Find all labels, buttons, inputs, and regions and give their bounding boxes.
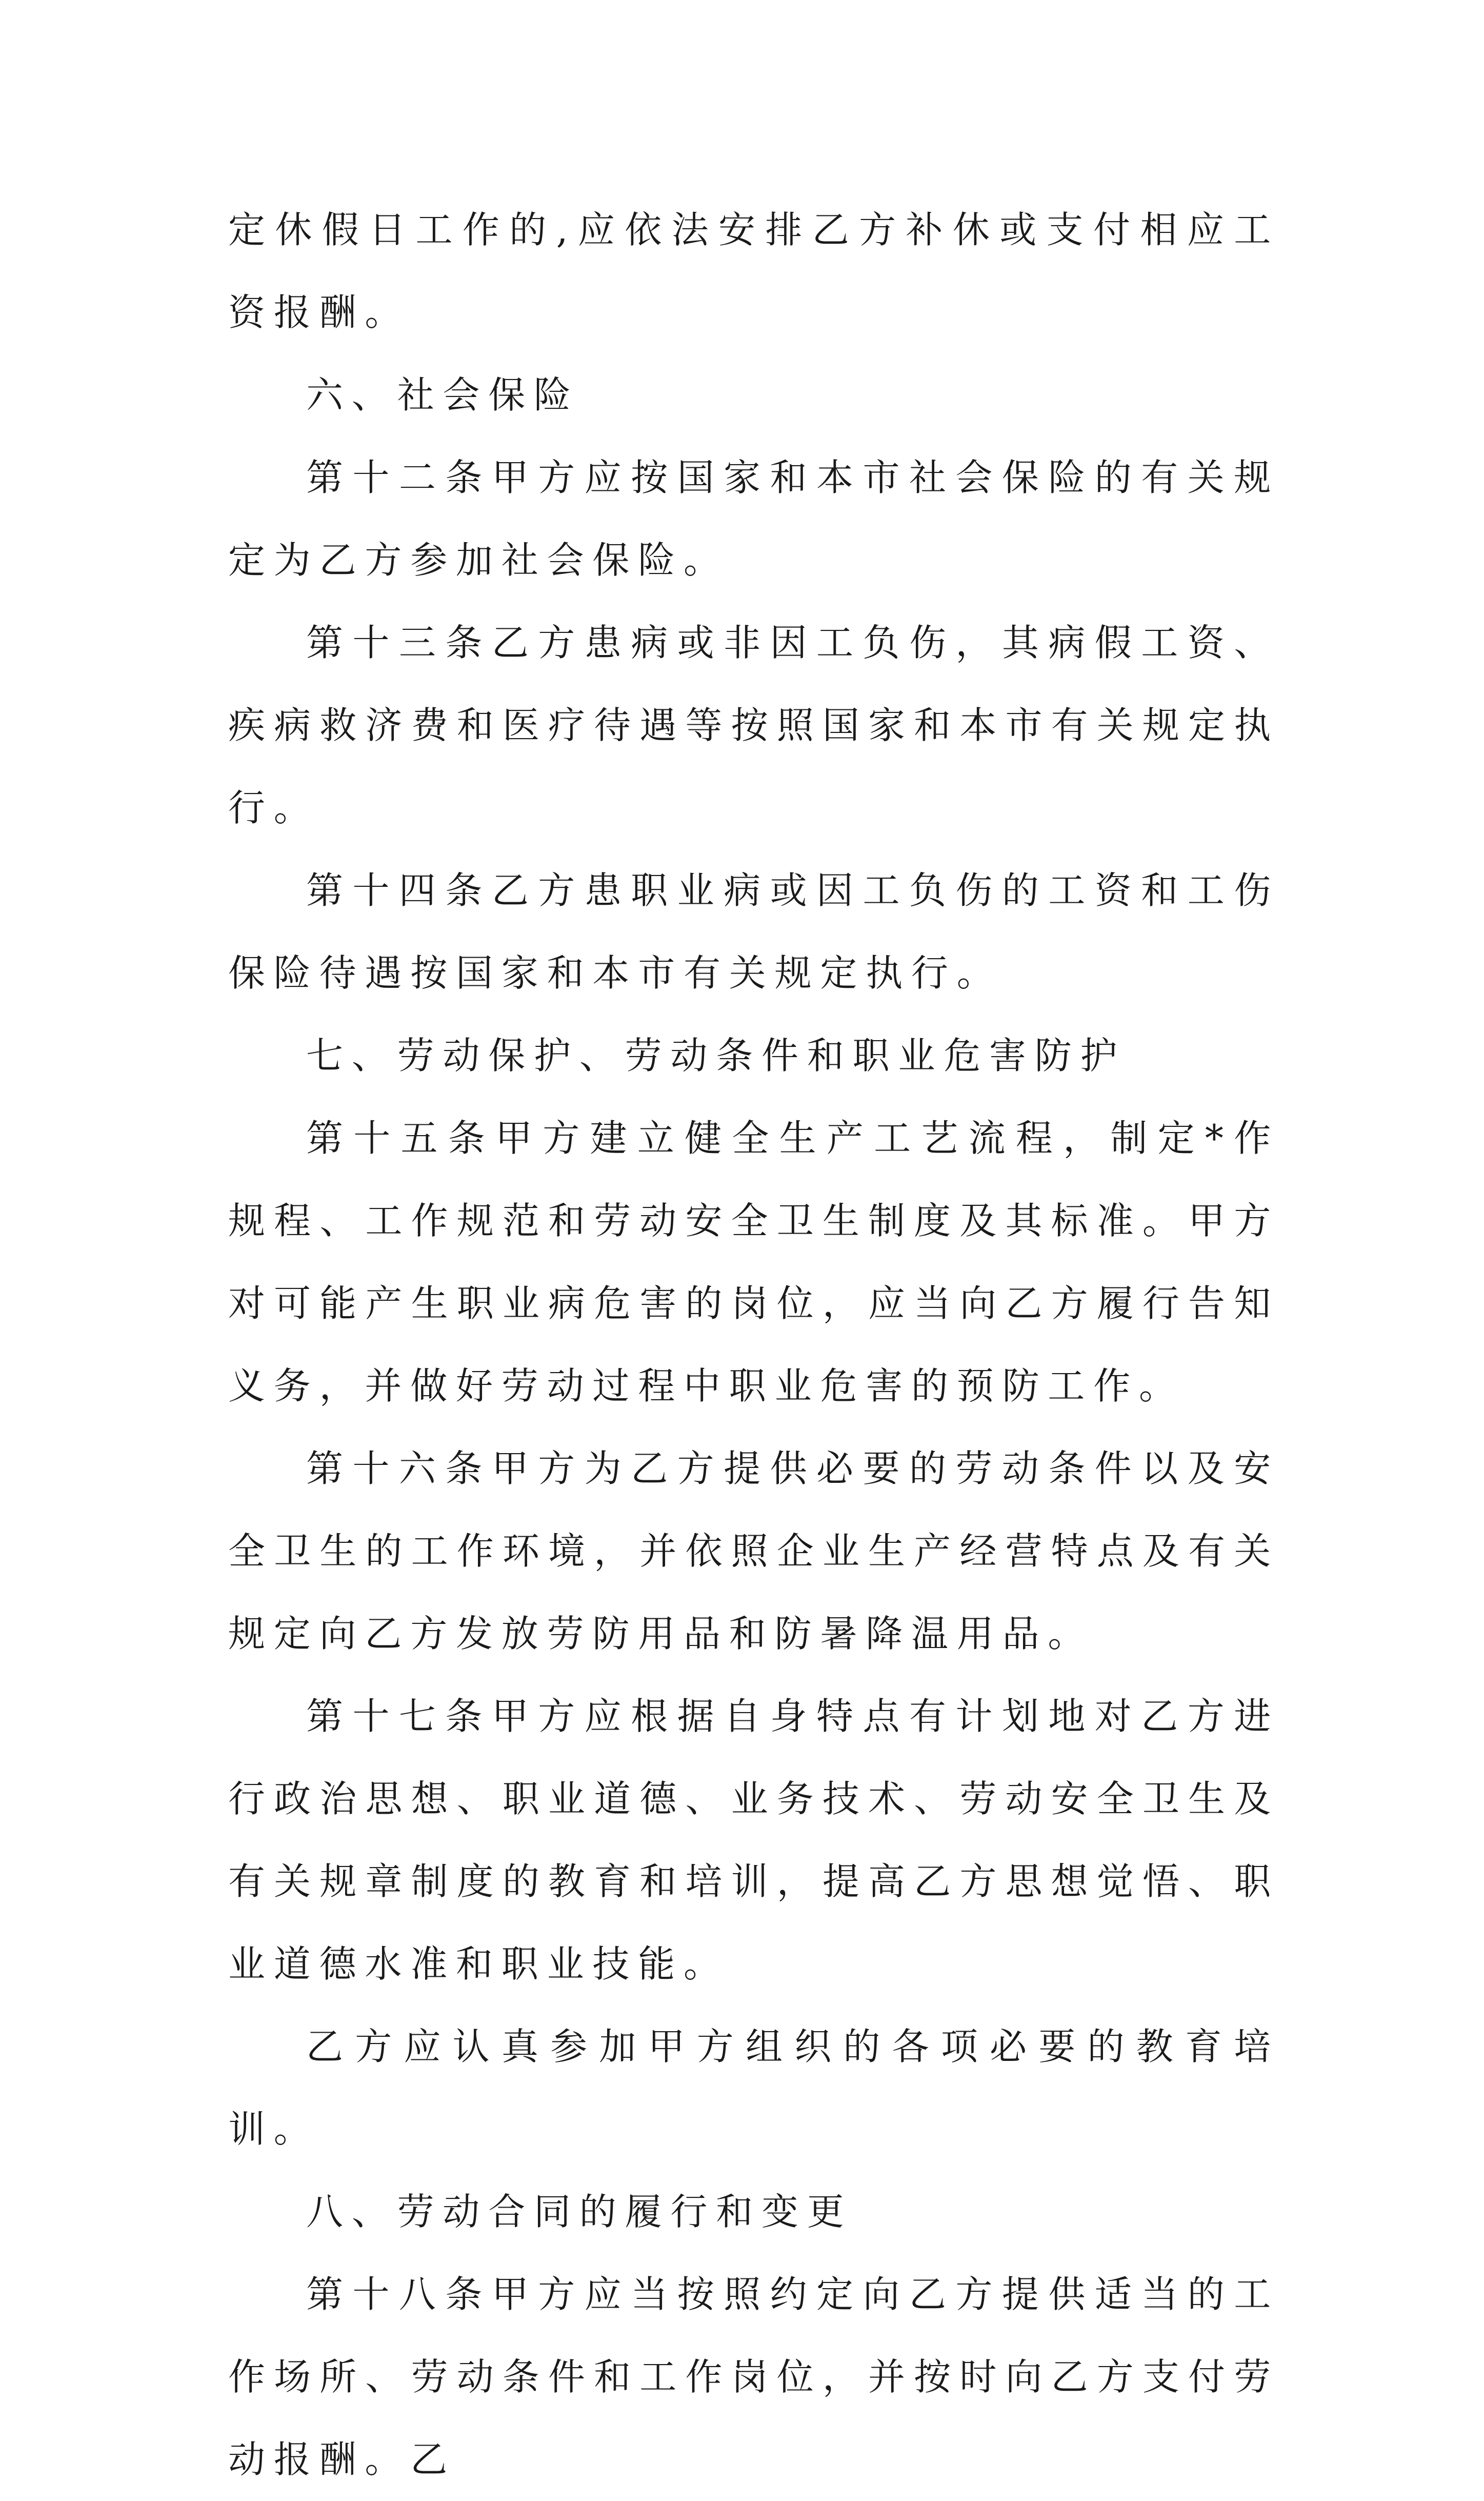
paragraph-continued-holiday: 定休假日工作的,应依法安排乙方补休或支付相应工资报酬。: [228, 208, 1279, 334]
article-17: 第十七条甲方应根据自身特点有计划地对乙方进行政治思想、职业道德、业务技术、劳动安全卫生及有关规章制度的教育和培训，提高乙方思想觉悟、职业道德水准和职业技能。: [228, 1695, 1279, 1986]
article-14: 第十四条乙方患职业病或因工负伤的工资和工伤保险待遇按国家和本市有关规定执行。: [228, 869, 1279, 995]
article-16: 第十六条甲方为乙方提供必要的劳动条件以及安全卫生的工作环境，并依照企业生产经营特点及有关规定向乙方发放劳防用品和防暑降温用品。: [228, 1447, 1279, 1655]
article-15: 第十五条甲方建立健全生产工艺流程，制定*作规程、工作规范和劳动安全卫生制度及其标准。甲方对可能产生职业病危害的岗位，应当向乙方履行告知义务，并做好劳动过程中职业危害的预防工作。: [228, 1117, 1279, 1407]
article-18: 第十八条甲方应当按照约定向乙方提供适当的工作场所、劳动条件和工作岗位，并按时向乙方支付劳动报酬。乙: [228, 2273, 1279, 2481]
document-page: [228, 189, 1279, 2501]
heading-contract-performance: 八、劳动合同的履行和变更: [306, 2190, 853, 2233]
heading-social-insurance: 六、社会保险: [306, 373, 579, 416]
article-12: 第十二条甲方应按国家和本市社会保险的有关规定为乙方参加社会保险。: [228, 456, 1279, 582]
heading-labor-protection: 七、劳动保护、劳动条件和职业危害防护: [306, 1034, 1126, 1077]
article-17-training: 乙方应认真参加甲方组织的各项必要的教育培训。: [228, 2025, 1279, 2151]
article-13: 第十三条乙方患病或非因工负伤，其病假工资、疾病救济费和医疗待遇等按照国家和本市有关规定执行。: [228, 621, 1279, 829]
